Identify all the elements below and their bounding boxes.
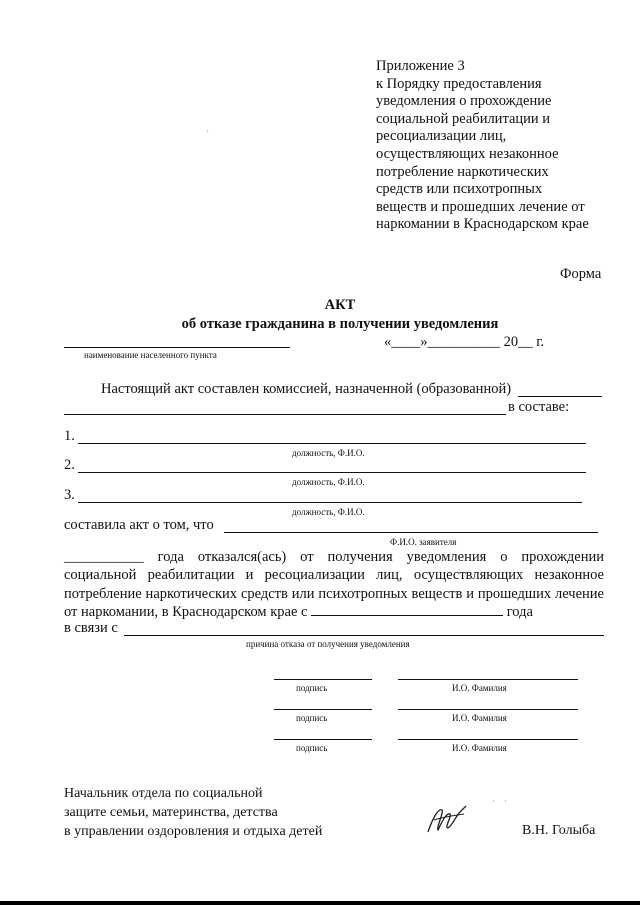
reason-prefix: в связи с	[64, 620, 118, 636]
appendix-line: социальной реабилитации и	[376, 110, 551, 127]
appendix-line: веществ и прошедших лечение от	[376, 198, 585, 215]
signature-line[interactable]	[274, 679, 372, 680]
member-caption: должность, Ф.И.О.	[292, 448, 365, 458]
applicant-caption: Ф.И.О. заявителя	[390, 537, 457, 547]
signature-line[interactable]	[274, 739, 372, 740]
appendix-line: средств или психотропных	[376, 181, 543, 198]
commission-field[interactable]	[518, 396, 602, 397]
member-caption: должность, Ф.И.О.	[292, 477, 365, 487]
member-number: 2.	[64, 457, 75, 473]
scan-border	[0, 901, 640, 905]
name-line[interactable]	[398, 709, 578, 710]
scan-dots: · ·	[492, 796, 507, 806]
member-1-field[interactable]	[78, 443, 586, 444]
name-line[interactable]	[398, 679, 578, 680]
document-subtitle: об отказе гражданина в получении уведомления	[181, 316, 499, 332]
footer-line: Начальник отдела по социальной	[64, 786, 263, 801]
signature-caption: подпись	[296, 713, 328, 723]
appendix-block	[376, 58, 589, 234]
reason-caption: причина отказа от получения уведомления	[246, 639, 410, 649]
appendix-line: наркомании в Краснодарском крае	[376, 216, 589, 233]
refusal-text: ___________ года отказался(ась) от получения уведомления о прохождении социальной реабилитации и ресоциализации лиц, осуществляющих незаконное потребление наркотических средств или психотропных веществ и прошедших лечение от наркомании, в Краснодарском крае с	[64, 549, 604, 620]
handwritten-signature	[424, 802, 468, 838]
scan-dot: ·	[206, 126, 209, 136]
signer-name: В.Н. Голыба	[522, 823, 596, 838]
date-field[interactable]: «____»__________ 20__ г.	[384, 334, 545, 350]
reason-field[interactable]	[124, 635, 604, 636]
form-label: Форма	[560, 266, 602, 282]
footer-line: в управлении оздоровления и отдыха детей	[64, 823, 323, 839]
appendix-line: осуществляющих незаконное	[376, 145, 559, 162]
member-number: 3.	[64, 487, 75, 503]
compiled-text: составила акт о том, что	[64, 517, 214, 533]
refusal-tail: года	[506, 603, 533, 620]
commission-field-2[interactable]	[64, 414, 506, 415]
locality-field[interactable]	[64, 347, 290, 348]
appendix-line: потребление наркотических	[376, 163, 549, 180]
name-line[interactable]	[398, 739, 578, 740]
name-caption: И.О. Фамилия	[452, 683, 507, 693]
applicant-field[interactable]	[224, 532, 598, 533]
member-3-field[interactable]	[78, 502, 582, 503]
appendix-line: к Порядку предоставления	[376, 75, 542, 92]
document-title: АКТ	[324, 297, 356, 313]
signature-caption: подпись	[296, 683, 328, 693]
refusal-paragraph	[64, 548, 604, 621]
signature-line[interactable]	[274, 709, 372, 710]
signature-caption: подпись	[296, 743, 328, 753]
member-caption: должность, Ф.И.О.	[292, 507, 365, 517]
name-caption: И.О. Фамилия	[452, 743, 507, 753]
appendix-line: Приложение 3	[376, 58, 465, 74]
in-composition-text: в составе:	[508, 399, 570, 415]
refusal-date-field[interactable]	[311, 603, 503, 616]
intro-text: Настоящий акт составлен комиссией, назначенной (образованной)	[101, 381, 512, 397]
name-caption: И.О. Фамилия	[452, 713, 507, 723]
member-2-field[interactable]	[78, 472, 586, 473]
appendix-line: ресоциализации лиц,	[376, 128, 507, 145]
locality-caption: наименование населенного пункта	[84, 350, 217, 360]
member-number: 1.	[64, 428, 75, 444]
appendix-line: уведомления о прохождение	[376, 93, 552, 110]
footer-position	[64, 785, 322, 841]
footer-line: защите семьи, материнства, детства	[64, 804, 278, 820]
